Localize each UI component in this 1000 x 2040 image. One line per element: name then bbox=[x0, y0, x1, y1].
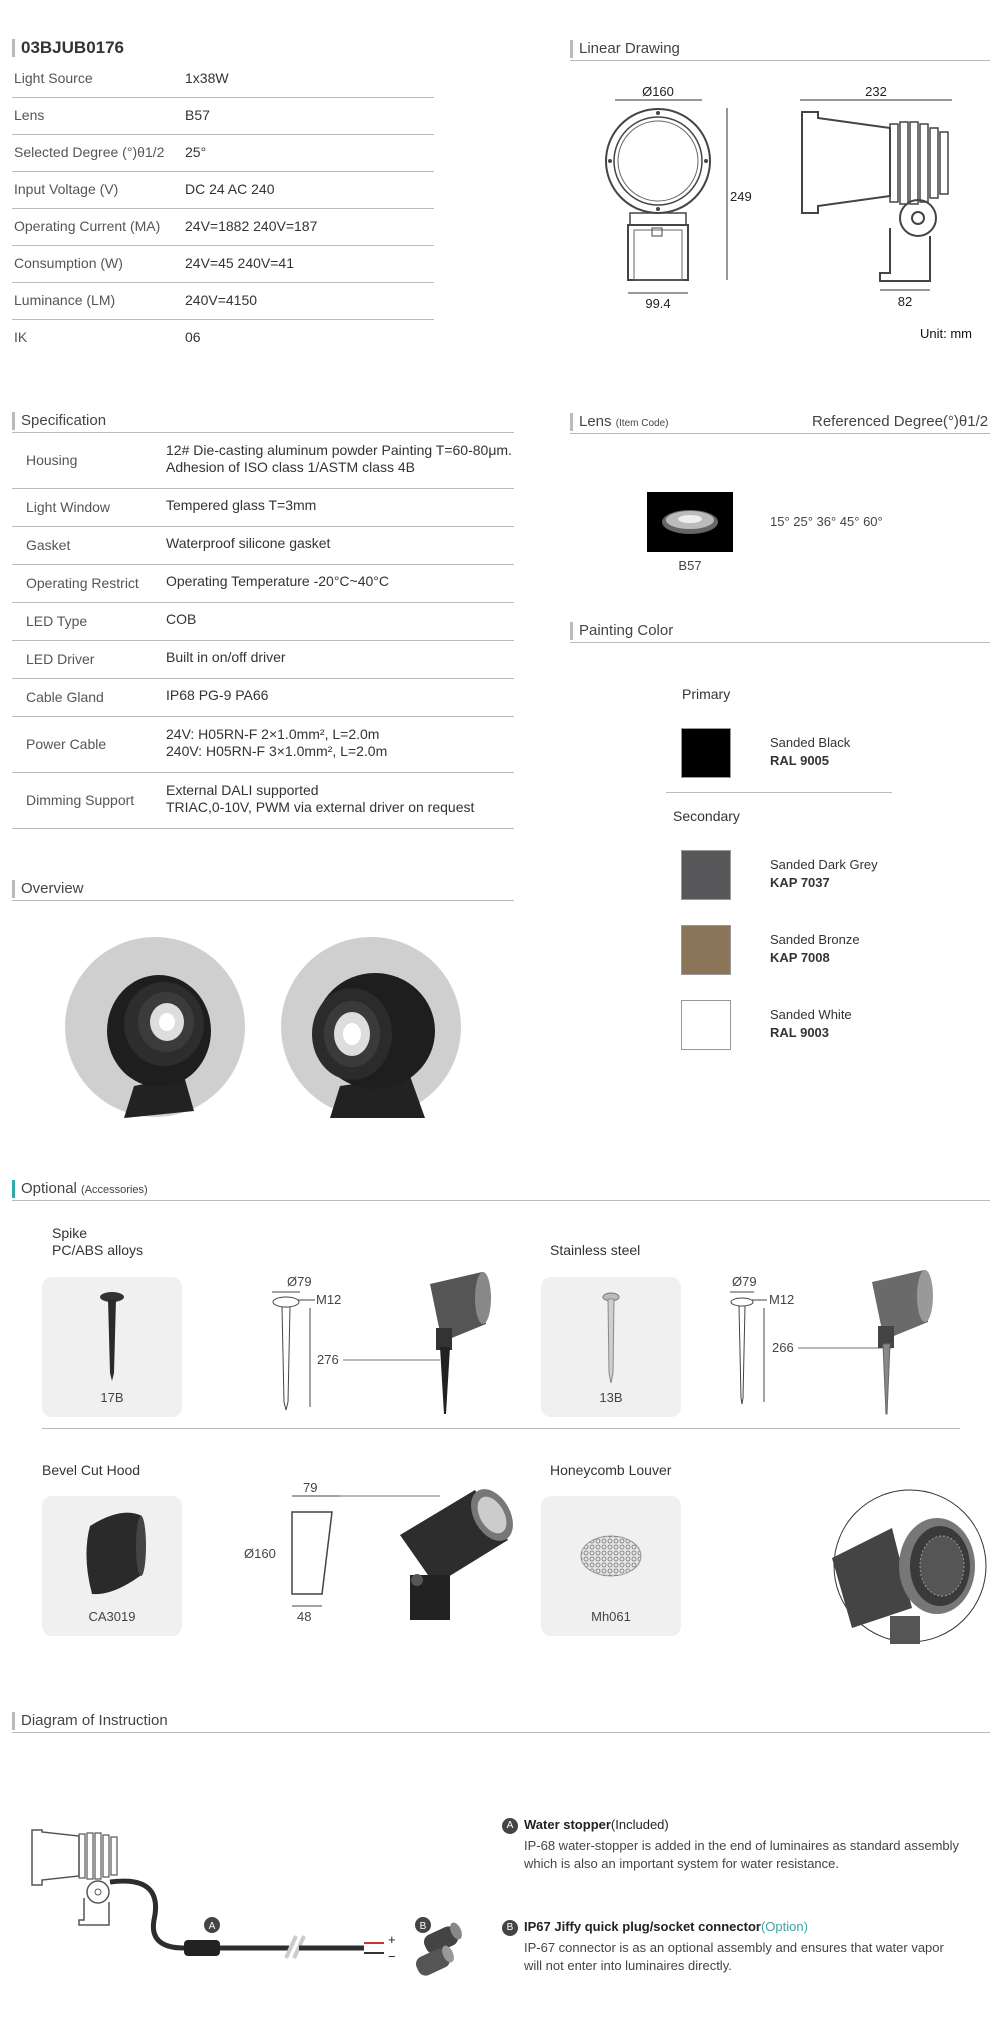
row-divider bbox=[12, 245, 434, 246]
secondary-label: Secondary bbox=[673, 808, 740, 824]
row-divider bbox=[12, 716, 514, 717]
dim-front-diameter: Ø160 bbox=[642, 84, 674, 99]
product-row-label: Selected Degree (°)θ1/2 bbox=[14, 144, 165, 160]
water-stopper-title: Water stopper(Included) bbox=[524, 1817, 669, 1832]
lens-image bbox=[647, 492, 733, 552]
spec-row-value: External DALI supported bbox=[166, 782, 319, 798]
hood-code: CA3019 bbox=[88, 1609, 136, 1624]
spec-row-label: Light Window bbox=[26, 499, 111, 515]
overview-image-1 bbox=[64, 936, 246, 1118]
overview-image-2 bbox=[280, 936, 462, 1118]
overview-title: Overview bbox=[12, 880, 84, 898]
minus-sign: − bbox=[388, 1949, 396, 1964]
spec-row-label: Dimming Support bbox=[26, 792, 135, 808]
connector-desc: IP-67 connector is as an optional assembly and ensures that water vapor will not enter into luminaires directly. bbox=[524, 1940, 944, 1973]
spec-row-value-line2: TRIAC,0-10V, PWM via external driver on request bbox=[166, 799, 475, 815]
dim-front-width: 99.4 bbox=[645, 296, 671, 311]
spec-row-value: IP68 PG-9 PA66 bbox=[166, 687, 269, 703]
spike-name: Spike bbox=[52, 1225, 88, 1241]
optional-title: Optional (Accessories) bbox=[12, 1180, 148, 1198]
badge-b: B bbox=[502, 1920, 518, 1936]
spec-row-label: Gasket bbox=[26, 537, 71, 553]
linear-drawing-title: Linear Drawing bbox=[570, 40, 680, 58]
louver-name: Honeycomb Louver bbox=[550, 1462, 672, 1478]
stainless-thread: M12 bbox=[769, 1292, 795, 1307]
product-row-value: 1x38W bbox=[185, 70, 229, 86]
spec-row-value: Tempered glass T=3mm bbox=[166, 497, 317, 513]
product-row-value: 06 bbox=[185, 329, 201, 345]
hood-drawing bbox=[240, 1480, 520, 1640]
product-row-value: 24V=45 240V=41 bbox=[185, 255, 294, 271]
linear-drawing bbox=[590, 78, 990, 318]
product-row-value: DC 24 AC 240 bbox=[185, 181, 275, 197]
water-stopper-desc: IP-68 water-stopper is added in the end of luminaires as standard assembly which is also an important system for water resistance. bbox=[524, 1838, 960, 1871]
row-divider bbox=[12, 134, 434, 135]
spec-row-value: 24V: H05RN-F 2×1.0mm², L=2.0m bbox=[166, 726, 380, 742]
product-row-label: Operating Current (MA) bbox=[14, 218, 161, 234]
color-swatch-black bbox=[681, 728, 731, 778]
stainless-dia: Ø79 bbox=[732, 1274, 757, 1289]
product-row-label: Light Source bbox=[14, 70, 93, 86]
specification-title: Specification bbox=[12, 412, 106, 430]
hood-bottom: 48 bbox=[297, 1609, 312, 1624]
label-b: B bbox=[419, 1921, 427, 1932]
spike-length: 276 bbox=[317, 1352, 339, 1367]
row-divider bbox=[12, 97, 434, 98]
spec-row-label: Power Cable bbox=[26, 736, 107, 752]
primary-label: Primary bbox=[682, 686, 731, 702]
row-divider bbox=[12, 564, 514, 565]
product-row-label: Lens bbox=[14, 107, 45, 123]
spike-material: PC/ABS alloys bbox=[52, 1242, 144, 1258]
louver-code: Mh061 bbox=[591, 1609, 631, 1624]
row-divider bbox=[12, 640, 514, 641]
spec-row-value-line2: Adhesion of ISO class 1/ASTM class 4B bbox=[166, 459, 415, 475]
louver-detail-image bbox=[832, 1488, 988, 1644]
hood-top: 79 bbox=[303, 1480, 318, 1495]
referenced-degree-title: Referenced Degree(°)θ1/2 bbox=[812, 413, 989, 430]
color-name: Sanded Dark Grey bbox=[770, 857, 878, 872]
color-code: RAL 9005 bbox=[770, 753, 830, 768]
spike-code: 17B bbox=[100, 1390, 124, 1405]
product-row-label: IK bbox=[14, 329, 28, 345]
instruction-title: Diagram of Instruction bbox=[12, 1712, 168, 1730]
label-a: A bbox=[208, 1921, 216, 1932]
color-swatch-white bbox=[681, 1000, 731, 1050]
instruction-diagram bbox=[24, 1820, 494, 1980]
stainless-code: 13B bbox=[599, 1390, 623, 1405]
color-code: KAP 7008 bbox=[770, 950, 830, 965]
badge-a: A bbox=[502, 1818, 518, 1834]
spec-row-value: COB bbox=[166, 611, 197, 627]
product-row-value: 25° bbox=[185, 144, 207, 160]
hood-name: Bevel Cut Hood bbox=[42, 1462, 141, 1478]
color-name: Sanded Bronze bbox=[770, 932, 860, 947]
color-code: KAP 7037 bbox=[770, 875, 830, 890]
plus-sign: + bbox=[388, 1932, 396, 1947]
spec-row-label: LED Driver bbox=[26, 651, 95, 667]
product-code: 03BJUB0176 bbox=[12, 39, 124, 57]
row-divider bbox=[12, 828, 514, 829]
product-row-value: 24V=1882 240V=187 bbox=[185, 218, 318, 234]
spec-row-value-line2: 240V: H05RN-F 3×1.0mm², L=2.0m bbox=[166, 743, 388, 759]
spike-thread: M12 bbox=[316, 1292, 342, 1307]
product-row-value: 240V=4150 bbox=[185, 292, 258, 308]
product-row-label: Input Voltage (V) bbox=[14, 181, 119, 197]
row-divider bbox=[12, 488, 514, 489]
row-divider bbox=[12, 602, 514, 603]
product-row-label: Consumption (W) bbox=[14, 255, 123, 271]
dim-side-length: 232 bbox=[865, 84, 887, 99]
painting-color-title: Painting Color bbox=[570, 622, 673, 640]
lens-code: B57 bbox=[678, 558, 702, 573]
spec-row-label: Cable Gland bbox=[26, 689, 104, 705]
spec-row-value: Waterproof silicone gasket bbox=[166, 535, 331, 551]
unit-label: Unit: mm bbox=[920, 326, 972, 341]
spike-dia: Ø79 bbox=[287, 1274, 312, 1289]
lens-title: Lens (Item Code) bbox=[570, 413, 669, 431]
stainless-length: 266 bbox=[772, 1340, 794, 1355]
spec-row-label: LED Type bbox=[26, 613, 88, 629]
dim-height: 249 bbox=[730, 189, 752, 204]
row-divider bbox=[12, 678, 514, 679]
hood-dia: Ø160 bbox=[244, 1546, 276, 1561]
product-row-value: B57 bbox=[185, 107, 210, 123]
connector-title: IP67 Jiffy quick plug/socket connector(Option) bbox=[524, 1919, 808, 1934]
color-name: Sanded White bbox=[770, 1007, 852, 1022]
dim-side-base: 82 bbox=[897, 294, 913, 309]
color-name: Sanded Black bbox=[770, 735, 851, 750]
row-divider bbox=[12, 208, 434, 209]
product-row-label: Luminance (LM) bbox=[14, 292, 116, 308]
row-divider bbox=[12, 171, 434, 172]
row-divider bbox=[12, 526, 514, 527]
row-divider bbox=[12, 772, 514, 773]
spec-row-label: Housing bbox=[26, 452, 78, 468]
spec-row-value: Built in on/off driver bbox=[166, 649, 286, 665]
spec-row-value: 12# Die-casting aluminum powder Painting T=60-80μm. bbox=[166, 442, 512, 458]
color-swatch-dark-grey bbox=[681, 850, 731, 900]
stainless-drawing bbox=[722, 1262, 962, 1417]
row-divider bbox=[12, 282, 434, 283]
spec-row-value: Operating Temperature -20°C~40°C bbox=[166, 573, 390, 589]
color-code: RAL 9003 bbox=[770, 1025, 830, 1040]
spike-drawing bbox=[260, 1272, 500, 1417]
row-divider bbox=[12, 319, 434, 320]
color-swatch-bronze bbox=[681, 925, 731, 975]
stainless-name: Stainless steel bbox=[550, 1242, 641, 1258]
spec-row-label: Operating Restrict bbox=[26, 575, 139, 591]
lens-degrees: 15° 25° 36° 45° 60° bbox=[770, 514, 883, 529]
